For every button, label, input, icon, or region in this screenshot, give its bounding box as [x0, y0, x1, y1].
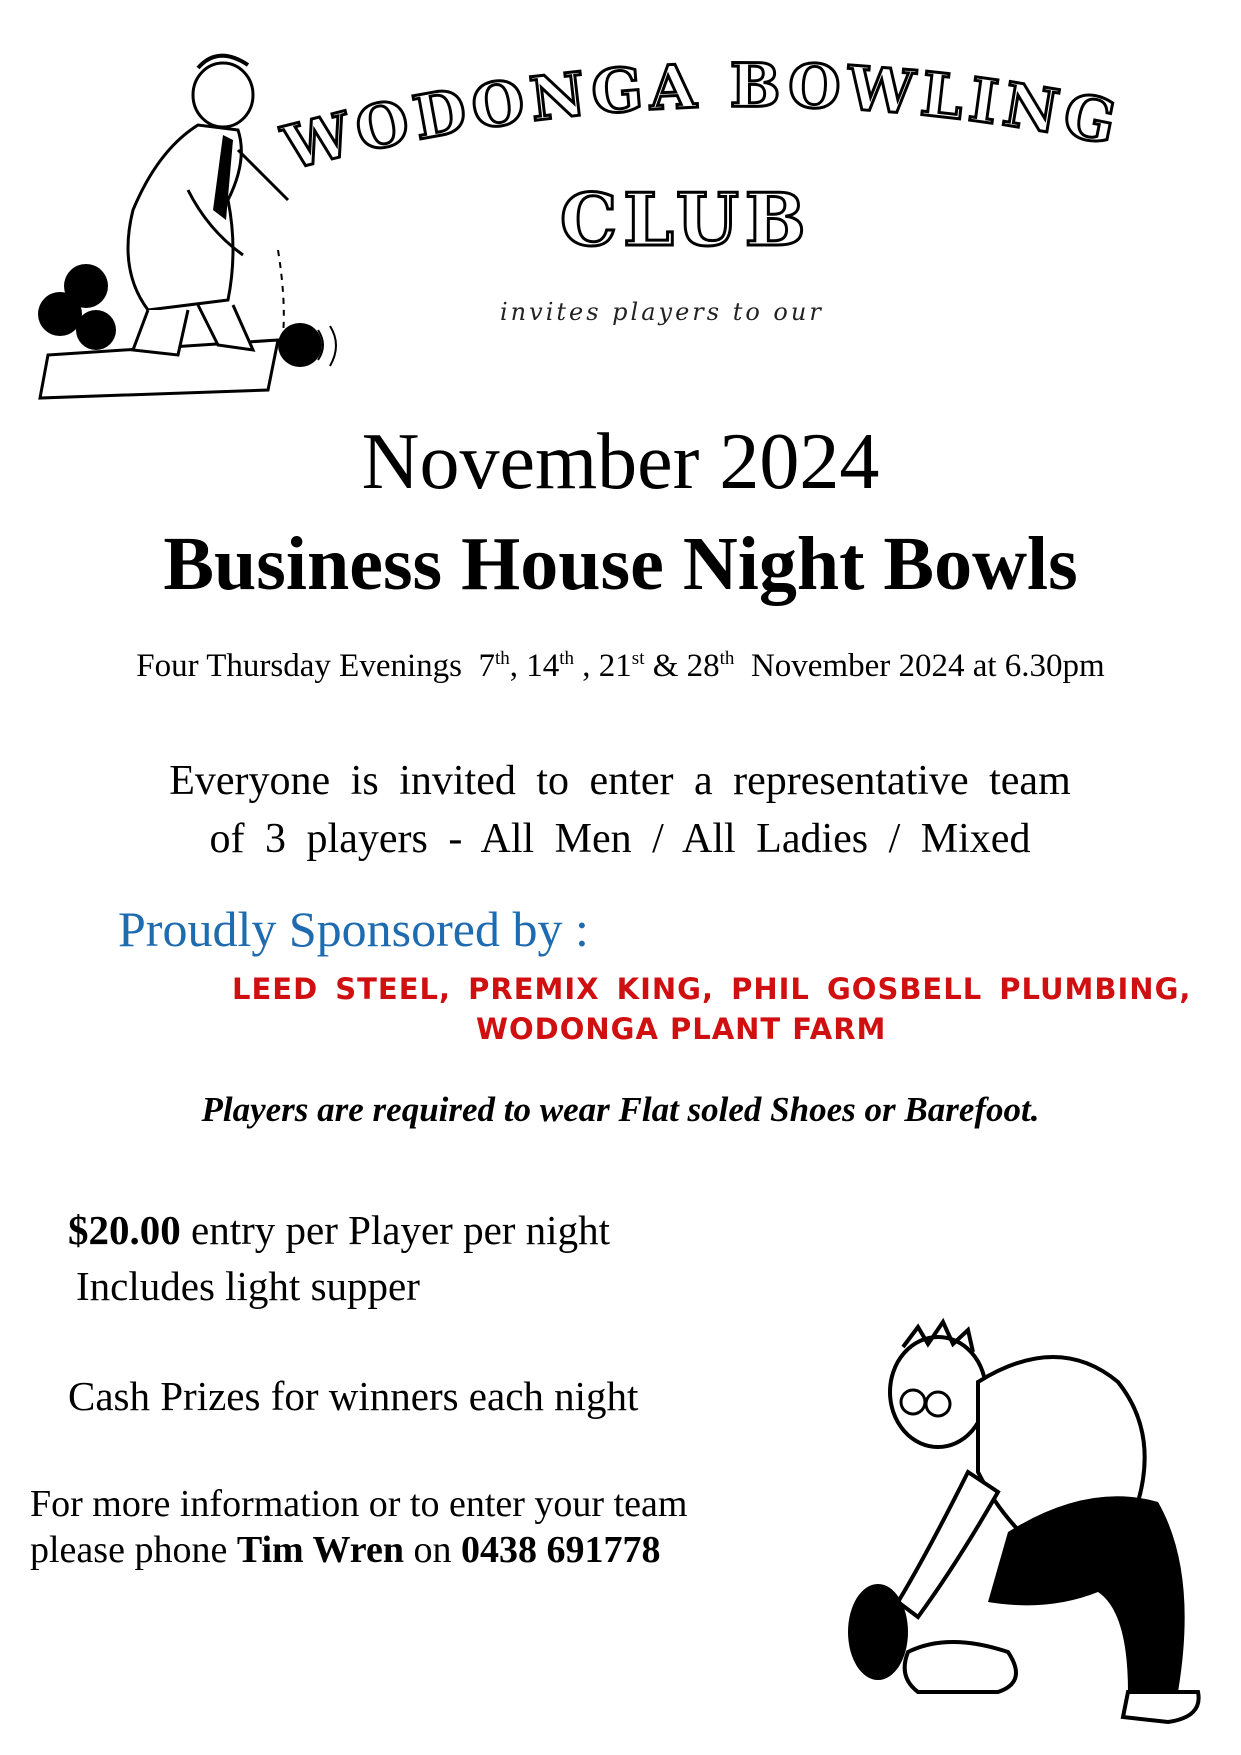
dates-prefix: Four Thursday Evenings [136, 648, 462, 684]
footwear-notice: Players are required to wear Flat soled Shoes or Barefoot. [201, 1090, 1040, 1129]
contact-on: on [404, 1529, 461, 1571]
date-4-suffix: th [719, 648, 735, 669]
sponsor-heading: Proudly Sponsored by : [118, 901, 589, 957]
sponsor-list-line-1: LEED STEEL, PREMIX KING, PHIL GOSBELL PLUMBING, [232, 972, 1192, 1006]
contact-info-line-2 [30, 1528, 661, 1572]
svg-text:WODONGA BOWLING [275, 51, 1127, 184]
invitation-line-2: of 3 players - All Men / All Ladies / Mixed [209, 816, 1031, 862]
contact-info-line-1: For more information or to enter your team [30, 1483, 688, 1525]
invitation-line-1: Everyone is invited to enter a representative team [169, 758, 1071, 804]
entry-fee-description: entry per Player per night [180, 1207, 610, 1253]
entry-price: $20.00 [68, 1207, 181, 1253]
event-dates: Four Thursday Evenings 7th, 14th , 21st & 28th November 2024 at 6.30pm [136, 648, 1105, 684]
date-3: 21 [598, 648, 632, 684]
date-3-suffix: st [631, 648, 645, 669]
supper-note: Includes light supper [76, 1263, 420, 1309]
event-month: November 2024 [361, 418, 880, 506]
invitation-text [90, 752, 1150, 868]
date-1-suffix: th [494, 648, 510, 669]
date-2-suffix: th [559, 648, 575, 669]
dates-tail: November 2024 at 6.30pm [750, 648, 1105, 684]
entry-fee-line [68, 1206, 610, 1254]
contact-prefix: please phone [30, 1529, 237, 1571]
contact-phone: 0438 691778 [461, 1529, 661, 1571]
date-4: 28 [686, 648, 720, 684]
logo-title-line2: CLUB [560, 177, 812, 262]
sponsor-list-line-2: WODONGA PLANT FARM [476, 1012, 887, 1046]
date-2: 14 [526, 648, 560, 684]
bowler-illustration-bottom [808, 1272, 1208, 1732]
event-title: Business House Night Bowls [163, 522, 1078, 606]
club-logo [270, 50, 1230, 280]
invites-tagline: invites players to our [500, 298, 824, 326]
logo-title-line1: WODONGA BOWLING [276, 51, 1128, 185]
date-1: 7 [478, 648, 495, 684]
prizes-note: Cash Prizes for winners each night [68, 1373, 639, 1419]
contact-name: Tim Wren [236, 1529, 404, 1571]
